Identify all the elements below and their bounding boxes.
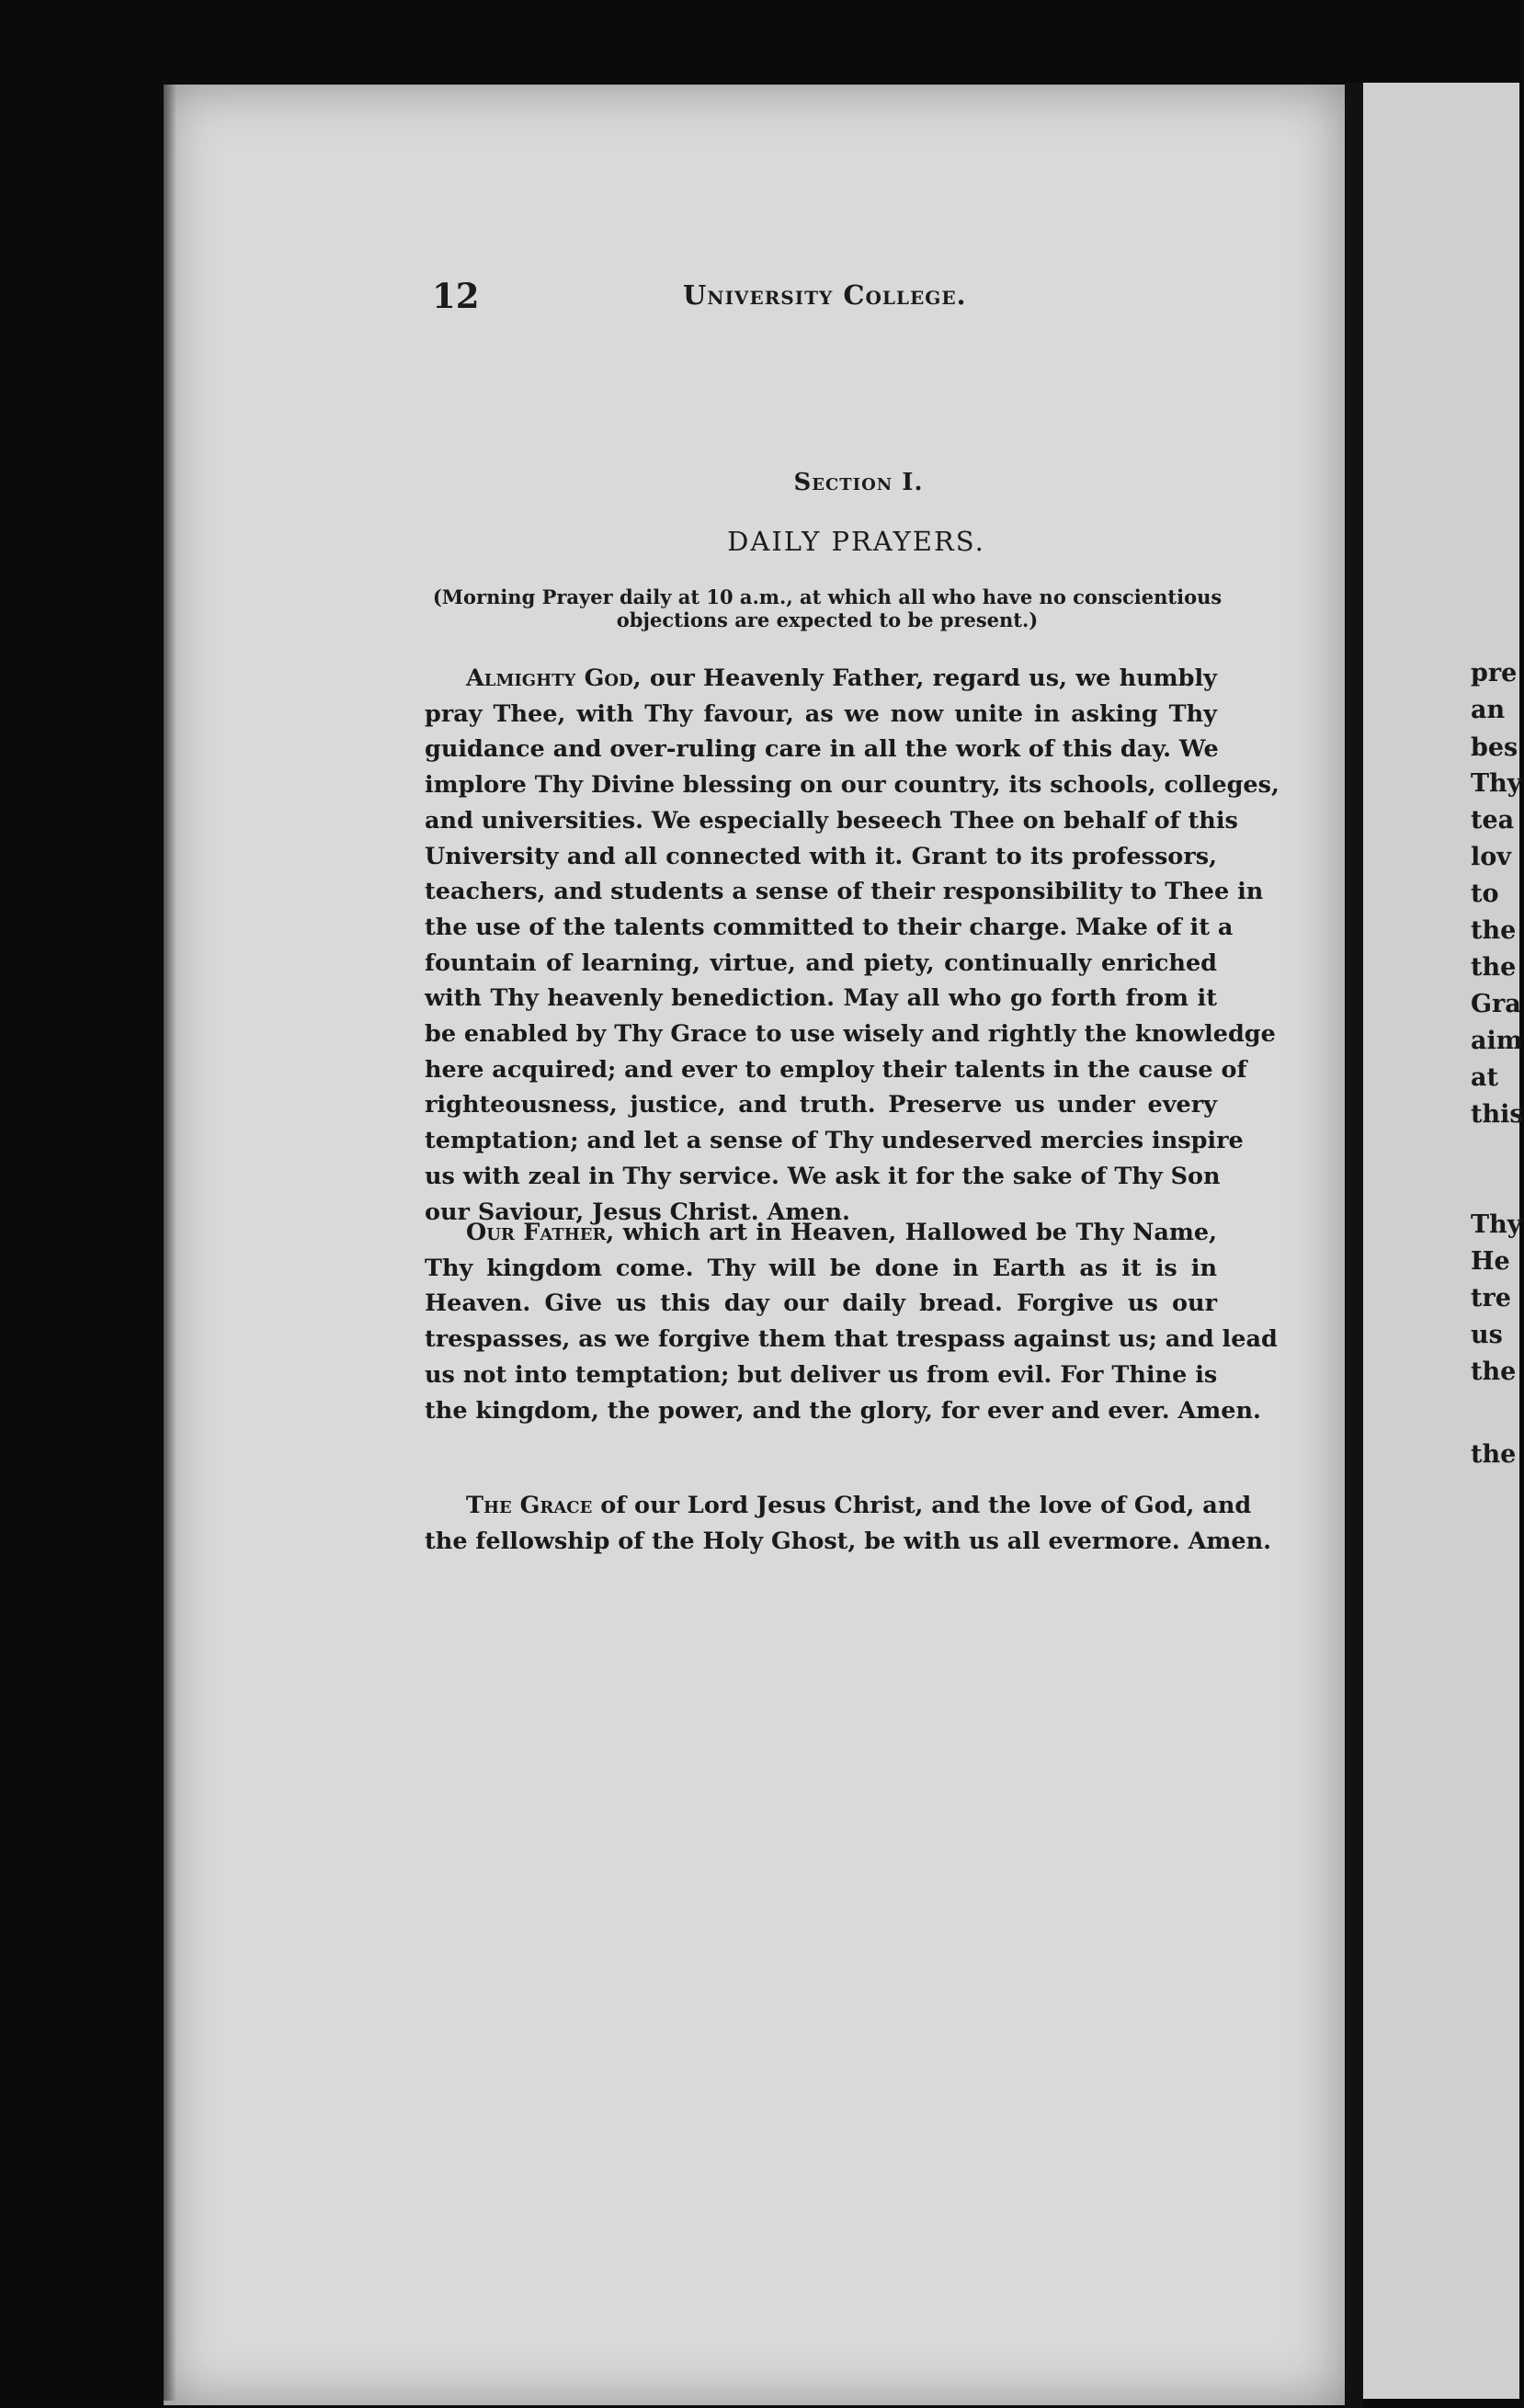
text-line: trespasses, as we forgive them that trespass against us; and lead <box>425 1325 1278 1354</box>
text-line: implore Thy Divine blessing on our country, its schools, colleges, <box>425 771 1279 800</box>
facing-page-fragment: He <box>1471 1247 1510 1276</box>
text-line: our Saviour, Jesus Christ. Amen. <box>425 1198 850 1226</box>
facing-page-fragment: an <box>1471 696 1506 724</box>
text-line-rest: which art in Heaven, Hallowed be Thy Name, <box>614 1219 1217 1246</box>
prayer-schedule-note <box>427 585 1227 631</box>
text-line: Thy kingdom come. Thy will be done in Earth as it is in <box>425 1254 1217 1282</box>
facing-page-fragment: the <box>1471 916 1517 945</box>
facing-page-fragment: this <box>1471 1100 1524 1129</box>
text-line <box>425 1215 1217 1251</box>
text-line: be enabled by Thy Grace to use wisely and rightly the knowledge <box>425 1020 1276 1049</box>
facing-page-fragment: bes <box>1471 733 1518 762</box>
paragraph-lords-prayer <box>425 1215 1278 1428</box>
facing-page-fragment: the <box>1471 1440 1517 1469</box>
text-line: the fellowship of the Holy Ghost, be with us all evermore. Amen. <box>425 1527 1272 1555</box>
paragraph-lead: Our Father, <box>466 1219 615 1246</box>
text-line: the kingdom, the power, and the glory, for ever and ever. Amen. <box>425 1396 1261 1425</box>
section-label: Section I. <box>793 469 924 496</box>
paragraph-the-grace <box>425 1488 1272 1559</box>
facing-page <box>1363 83 1524 2399</box>
text-line: teachers, and students a sense of their responsibility to Thee in <box>425 878 1264 906</box>
text-line-rest: our Heavenly Father, regard us, we humbly <box>641 664 1217 692</box>
text-line: pray Thee, with Thy favour, as we now unite in asking Thy <box>425 699 1217 728</box>
text-line: with Thy heavenly benediction. May all who go forth from it <box>425 984 1217 1013</box>
facing-page-fragment: lov <box>1471 843 1511 871</box>
text-line: us with zeal in Thy service. We ask it for the sake of Thy Son <box>425 1162 1221 1190</box>
facing-page-fragment: aim <box>1471 1027 1523 1055</box>
text-line: righteousness, justice, and truth. Preserve us under every <box>425 1091 1217 1119</box>
text-line: University and all connected with it. Grant to its professors, <box>425 842 1217 870</box>
facing-page-fragment: tre <box>1471 1284 1511 1312</box>
text-line: and universities. We especially beseech Thee on behalf of this <box>425 806 1238 835</box>
page-edge-shadow <box>164 85 176 2401</box>
paragraph-lead: Almighty God, <box>466 664 642 692</box>
note-line: (Morning Prayer daily at 10 a.m., at which all who have no conscientious <box>432 585 1223 608</box>
facing-page-fragment: the <box>1471 1357 1517 1386</box>
facing-page-fragment: Gra <box>1471 990 1521 1018</box>
text-line: fountain of learning, virtue, and piety, continually enriched <box>425 948 1217 977</box>
text-line: us not into temptation; but deliver us from evil. For Thine is <box>425 1360 1218 1389</box>
facing-page-fragment: the <box>1471 953 1517 982</box>
text-line: Heaven. Give us this day our daily bread. Forgive us our <box>425 1289 1217 1318</box>
facing-page-fragment: Thy <box>1471 769 1522 798</box>
facing-page-fragment: tea <box>1471 806 1515 835</box>
section-title: DAILY PRAYERS. <box>727 526 985 557</box>
page-header <box>432 276 1305 322</box>
facing-page-fragment: pre <box>1471 659 1518 687</box>
text-line <box>425 1488 1252 1524</box>
book-gutter <box>1345 83 1363 2408</box>
running-title: University College. <box>683 279 967 311</box>
text-line: the use of the talents committed to their charge. Make of it a <box>425 913 1234 941</box>
text-line <box>425 661 1217 697</box>
text-line-rest: of our Lord Jesus Christ, and the love of God, and <box>592 1492 1252 1519</box>
facing-page-fragment: Thy <box>1471 1210 1522 1239</box>
facing-page-fragment: to <box>1471 880 1499 908</box>
facing-page-fragment: us <box>1471 1321 1503 1349</box>
text-line: temptation; and let a sense of Thy undeserved mercies inspire <box>425 1127 1244 1155</box>
paragraph-almighty-god <box>425 661 1279 1230</box>
text-line: guidance and over-ruling care in all the work of this day. We <box>425 735 1219 764</box>
note-line: objections are expected to be present.) <box>616 608 1039 631</box>
facing-page-fragment: at <box>1471 1063 1498 1092</box>
page-number: 12 <box>432 276 480 316</box>
paragraph-lead: The Grace <box>466 1492 593 1519</box>
text-line: here acquired; and ever to employ their talents in the cause of <box>425 1055 1247 1084</box>
